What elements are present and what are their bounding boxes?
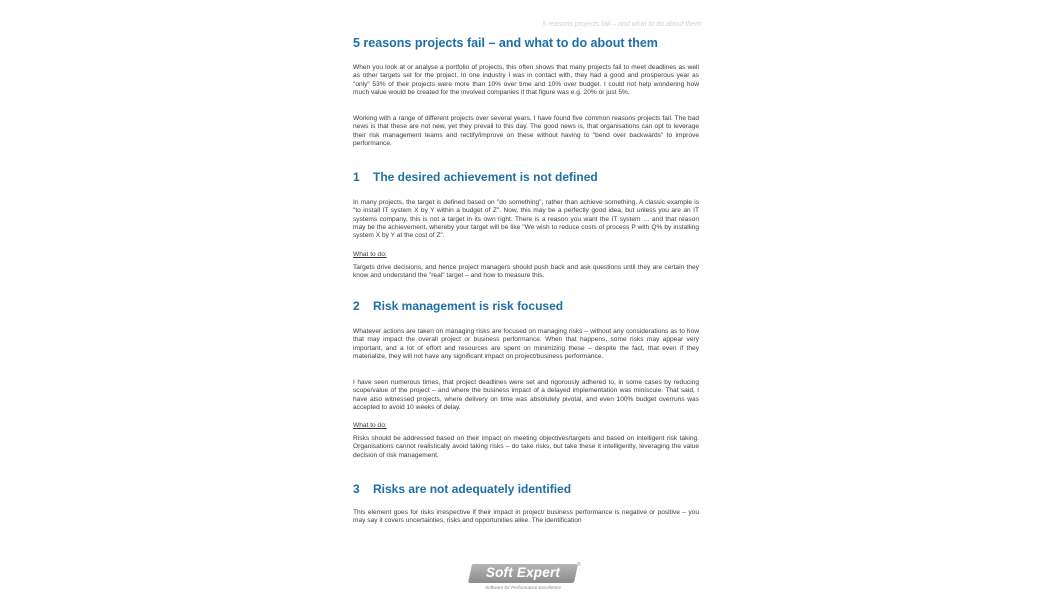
section-1-heading — [353, 170, 598, 184]
document-title: 5 reasons projects fail – and what to do about them — [353, 36, 658, 50]
logo-tagline: Software for Performance Excellence — [485, 585, 561, 590]
section-2-heading — [353, 299, 563, 313]
logo-registered-mark: ® — [577, 562, 581, 568]
section-3-paragraph-1: This element goes for risks irrespective if their impact in project/ business performance is negative or positive – you may say it covers uncertainties, risks and opportunities alike. The identification — [353, 509, 699, 525]
intro-paragraph-1: When you look at or analyse a portfolio of projects, this often shows that many projects fail to meet deadlines as well as other targets set for the project. In one industry I was in contact with, they had a good and prosperous year as "only" 53% of their projects were more than 10% over time and 10% over budget. I could not help wondering how much value would be created for the involved companies if that figure was e.g. 20% or just 5%. — [353, 64, 699, 96]
section-2-number: 2 — [353, 299, 360, 313]
section-2-what-to-do-label: What to do: — [353, 422, 387, 429]
section-2-paragraph-1: Whatever actions are taken on managing risks are focused on managing risks – without any considerations as to how that may impact the overall project or business performance. When that happens, some risks may appear very important, and a lot of effort and resources are spent on minimizing these – despite the fact, that even if they materialize, they will not have any significant impact on project/business performance. — [353, 328, 699, 360]
section-2-what-to-do: Risks should be addressed based on their impact on meeting objectives/targets and based on intelligent risk taking. Organisations cannot realistically avoid taking risks – do take risks, but take these it intelligently, leveraging the value decision of risk management. — [353, 435, 699, 459]
section-3-heading — [353, 482, 571, 496]
logo-text: Soft Expert — [485, 565, 561, 580]
section-1-title: The desired achievement is not defined — [373, 170, 598, 184]
intro-paragraph-2: Working with a range of different projects over several years, I have found five common reasons projects fail. The bad news is that these are not new, yet they prevail to this day. The good news is, that organisations can opt to leverage their risk management teams and rectify/improve on these without having to "bend over backwards" to improve performance. — [353, 115, 699, 147]
section-3-title: Risks are not adequately identified — [373, 482, 572, 496]
section-1-what-to-do-label: What to do: — [353, 251, 387, 258]
running-header: 5 reasons projects fail – and what to do about them — [542, 21, 701, 28]
section-2-title: Risk management is risk focused — [373, 299, 564, 313]
section-1-number: 1 — [353, 170, 360, 184]
softexpert-logo — [470, 562, 582, 592]
document-page — [353, 0, 701, 600]
section-2-paragraph-2: I have seen numerous times, that project deadlines were set and rigorously adhered to, in some cases by reducing scope/value of the project – and where the business impact of a delayed implementation was miniscule. That said, I have also witnessed projects, where delivery on time was absolutely pivotal, and even 100% budget overruns was accepted to avoid 10 weeks of delay. — [353, 379, 699, 411]
section-1-paragraph-1: In many projects, the target is defined based on "do something", rather than achieve something. A classic example is "to install IT system X by Y within a budget of Z". Now, this may be a perfectly good idea, but unless you are an IT systems company, this is not a target in its own right. There is a reason you want the IT system … and that reason may be the achievement, whereby your target will be like "We wish to reduce costs of process P with Q% by installing system X by Y at the cost of Z". — [353, 199, 699, 240]
section-3-number: 3 — [353, 482, 360, 496]
section-1-what-to-do: Targets drive decisions, and hence project managers should push back and ask questions until they are certain they know and understand the "real" target – and how to measure this. — [353, 264, 699, 280]
